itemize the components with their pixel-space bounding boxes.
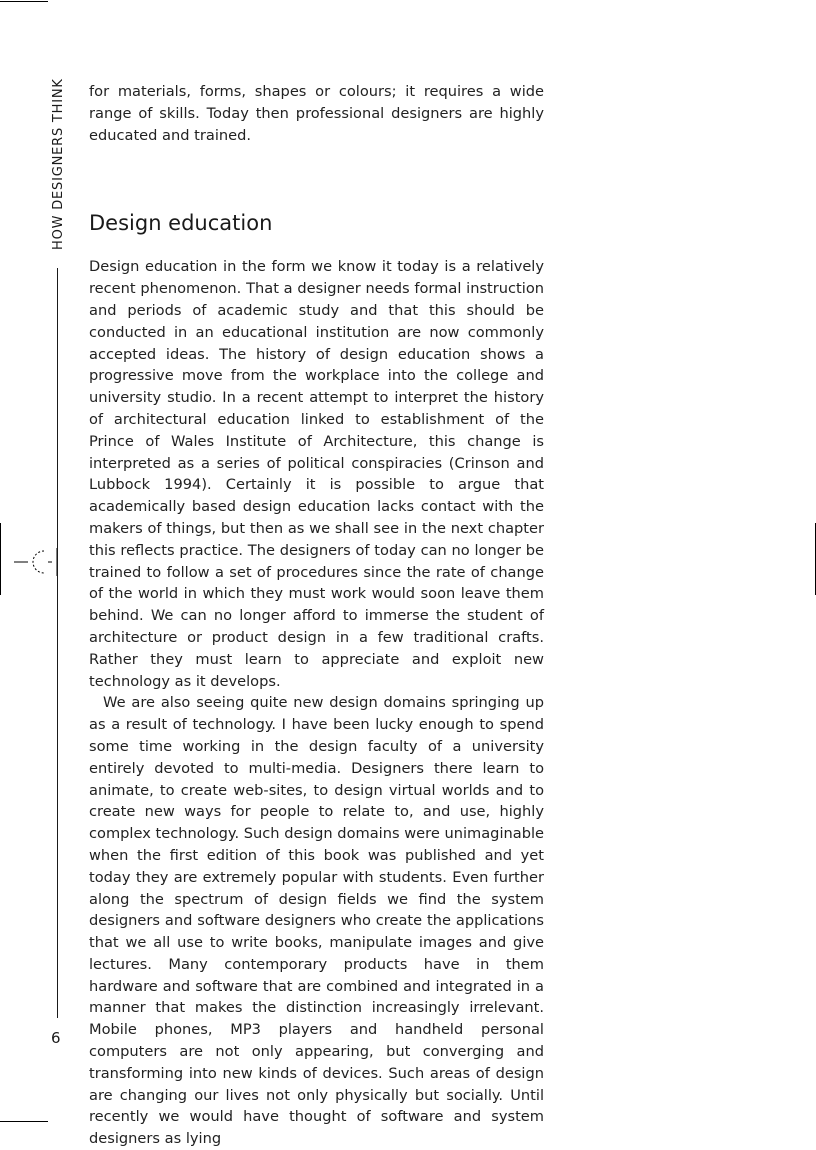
registration-mark-icon: [14, 545, 58, 579]
crop-mark-top-left: [0, 1, 48, 2]
paragraph: for materials, forms, shapes or colours; it requires a wide range of skills. Today then professional designers are highly educated and trained.: [89, 83, 544, 144]
page-number: 6: [51, 1029, 61, 1047]
crop-mark-bottom-left: [0, 1121, 48, 1122]
body-text: [89, 81, 544, 1150]
running-head: HOW DESIGNERS THINK: [51, 78, 66, 250]
crop-mark-middle-left: [0, 523, 1, 595]
paragraph: Design education in the form we know it today is a relatively recent phenomenon. That a designer needs formal instruction and periods of academic study and that this should be conducted in an educational institution are now commonly accepted ideas. The history of design education shows a progressive move from the workplace into the college and university studio. In a recent attempt to interpret the history of architectural education linked to establishment of the Prince of Wales Institute of Architecture, this change is interpreted as a series of political conspiracies (Crinson and Lubbock 1994). Certainly it is possible to argue that academically based design education lacks contact with the makers of things, but then as we shall see in the next chapter this reflects practice. The designers of today can no longer be trained to follow a set of procedures since the rate of change of the world in which they must work would soon leave them behind. We can no longer afford to immerse the student of architecture or product design in a few traditional crafts. Rather they must learn to appreciate and exploit new technology as it develops.: [89, 258, 544, 690]
section-heading: Design education: [89, 211, 273, 236]
paragraph: We are also seeing quite new design domains springing up as a result of technology. I have been lucky enough to spend some time working in the design faculty of a university entirely devoted to multi-media. Designers there learn to animate, to create web-sites, to design virtual worlds and to create new ways for people to relate to, and use, highly complex technology. Such design domains were unimaginable when the first edition of this book was published and yet today they are extremely popular with students. Even further along the spectrum of design fields we find the system designers and software designers who create the applications that we all use to write books, manipulate images and give lectures. Many contemporary products have in them hardware and software that are combined and integrated in a manner that makes the distinction increasingly irrelevant. Mobile phones, MP3 players and handheld personal computers are not only appearing, but converging and transforming into new kinds of devices. Such areas of design are changing our lives not only physically but socially. Until recently we would have thought of software and system designers as lying: [89, 694, 544, 1148]
running-head-rule: [57, 268, 58, 1018]
